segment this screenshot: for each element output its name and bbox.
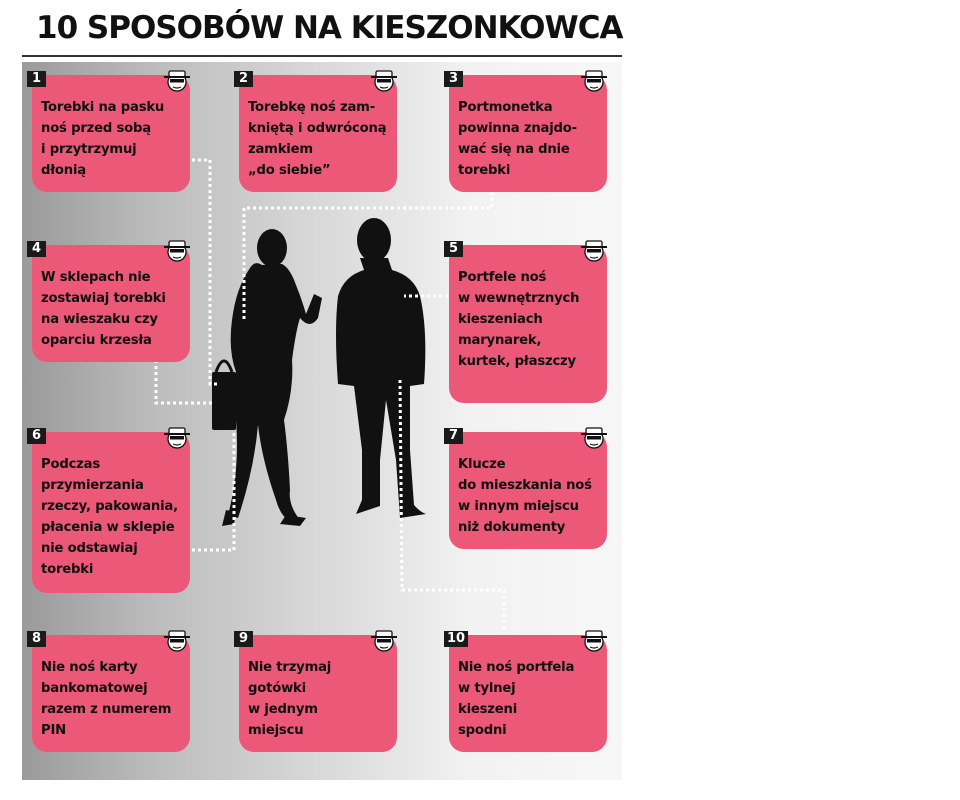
tip-number: 7 xyxy=(444,428,463,444)
tip-number: 6 xyxy=(27,428,46,444)
spy-icon xyxy=(162,623,192,653)
spy-icon xyxy=(162,420,192,450)
tip-text: Portfele noś w wewnętrznych kieszeniach marynarek, kurtek, płaszczy xyxy=(458,270,580,369)
page-title: 10 SPOSOBÓW NA KIESZONKOWCA xyxy=(36,10,623,46)
tip-number: 10 xyxy=(444,631,468,647)
tip-number: 4 xyxy=(27,241,46,257)
spy-icon xyxy=(369,623,399,653)
tip-text: Podczas przymierzania rzeczy, pakowania, płacenia w sklepie nie odstawiaj torebki xyxy=(41,457,178,577)
tip-number: 1 xyxy=(27,71,46,87)
tip-card-5 xyxy=(448,241,607,403)
tip-card-1 xyxy=(31,71,190,192)
tip-card-4 xyxy=(31,241,190,362)
spy-icon xyxy=(162,63,192,93)
tip-card-7 xyxy=(448,428,607,549)
tip-number: 8 xyxy=(27,631,46,647)
tip-text: Portmonetka powinna znajdo- wać się na dnie torebki xyxy=(458,100,577,178)
tip-card-6 xyxy=(31,428,190,593)
tip-text: Nie noś portfela w tylnej kieszeni spodni xyxy=(458,660,575,738)
tip-number: 5 xyxy=(444,241,463,257)
spy-icon xyxy=(579,623,609,653)
tip-text: Klucze do mieszkania noś w innym miejscu niż dokumenty xyxy=(458,457,592,535)
tip-text: Torebki na pasku noś przed sobą i przytrzymuj dłonią xyxy=(41,100,165,178)
tip-text: W sklepach nie zostawiaj torebki na wieszaku czy oparciu krzesła xyxy=(41,270,166,348)
tip-text: Nie trzymaj gotówki w jednym miejscu xyxy=(248,660,332,738)
connector-4 xyxy=(156,360,214,403)
spy-icon xyxy=(369,63,399,93)
tip-number: 3 xyxy=(444,71,463,87)
tip-card-3 xyxy=(448,71,607,192)
tip-text: Torebkę noś zam- kniętą i odwróconą zamkiem „do siebie” xyxy=(248,100,387,178)
tip-card-2 xyxy=(238,71,397,192)
connector-6 xyxy=(192,430,234,550)
tip-card-9 xyxy=(238,631,397,752)
spy-icon xyxy=(579,63,609,93)
connector-1 xyxy=(192,160,220,384)
tip-card-10 xyxy=(447,631,607,752)
tip-number: 9 xyxy=(234,631,253,647)
tip-card-8 xyxy=(31,631,190,752)
spy-icon xyxy=(579,233,609,263)
tip-number: 2 xyxy=(234,71,253,87)
spy-icon xyxy=(579,420,609,450)
tip-text: Nie noś karty bankomatowej razem z numerem PIN xyxy=(41,660,172,738)
spy-icon xyxy=(162,233,192,263)
